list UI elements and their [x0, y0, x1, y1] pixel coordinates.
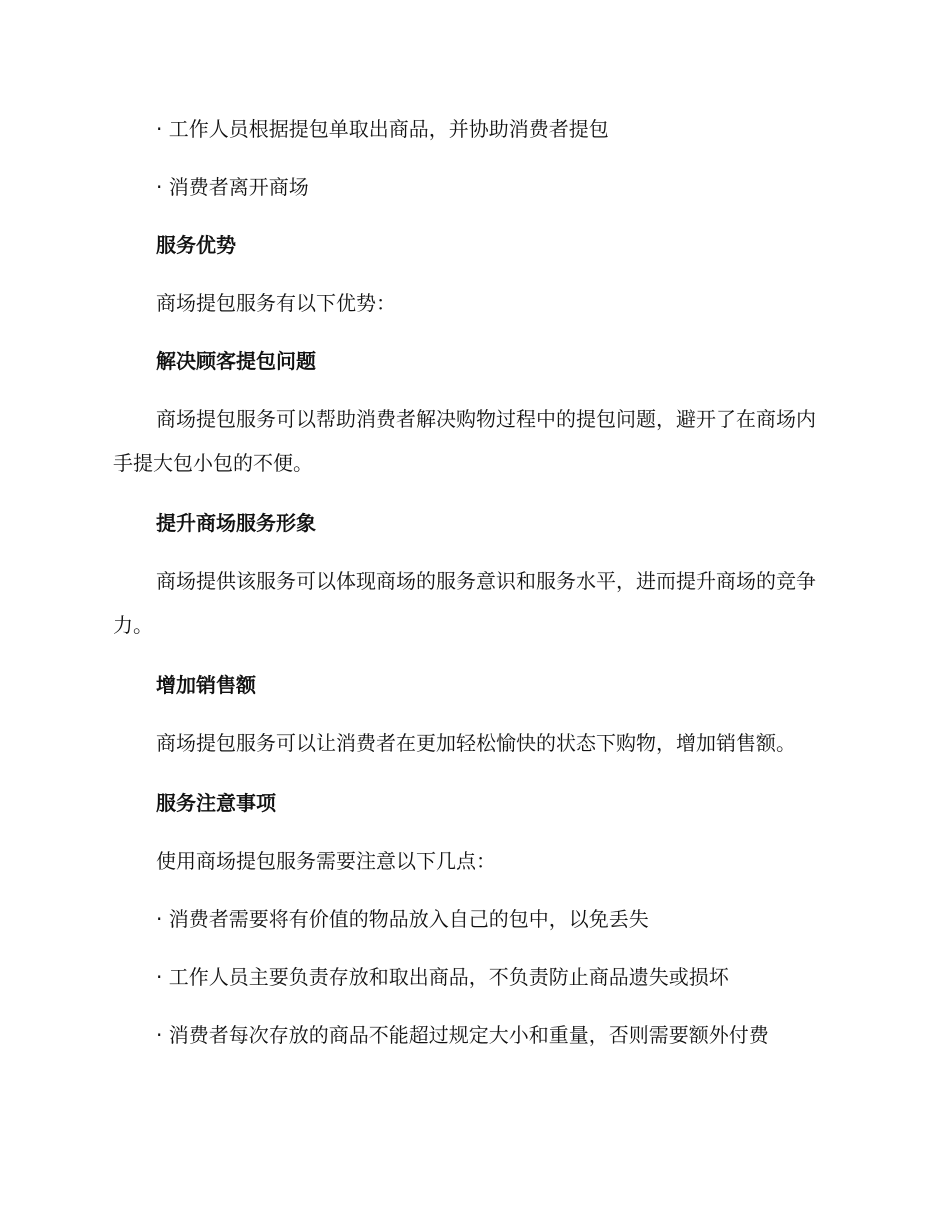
body-paragraph: 商场提包服务可以帮助消费者解决购物过程中的提包问题，避开了在商场内手提大包小包的不便。 — [113, 407, 816, 475]
section-heading: 服务优势 — [156, 233, 236, 257]
intro-text: 使用商场提包服务需要注意以下几点： — [156, 849, 496, 873]
body-paragraph: 商场提包服务可以让消费者在更加轻松愉快的状态下购物，增加销售额。 — [156, 731, 796, 755]
bullet-item: · 消费者每次存放的商品不能超过规定大小和重量，否则需要额外付费 — [156, 1023, 769, 1047]
bullet-item: · 工作人员根据提包单取出商品，并协助消费者提包 — [156, 117, 609, 141]
body-paragraph: 商场提供该服务可以体现商场的服务意识和服务水平，进而提升商场的竞争力。 — [113, 569, 816, 637]
section-heading: 增加销售额 — [156, 673, 256, 697]
bullet-item: · 消费者离开商场 — [156, 175, 309, 199]
bullet-item: · 消费者需要将有价值的物品放入自己的包中，以免丢失 — [156, 907, 649, 931]
bullet-item: · 工作人员主要负责存放和取出商品，不负责防止商品遗失或损坏 — [156, 965, 729, 989]
section-heading: 提升商场服务形象 — [156, 511, 316, 535]
section-heading: 服务注意事项 — [156, 791, 276, 815]
document-body — [113, 110, 829, 1074]
section-heading: 解决顾客提包问题 — [156, 349, 316, 373]
intro-text: 商场提包服务有以下优势： — [156, 291, 396, 315]
